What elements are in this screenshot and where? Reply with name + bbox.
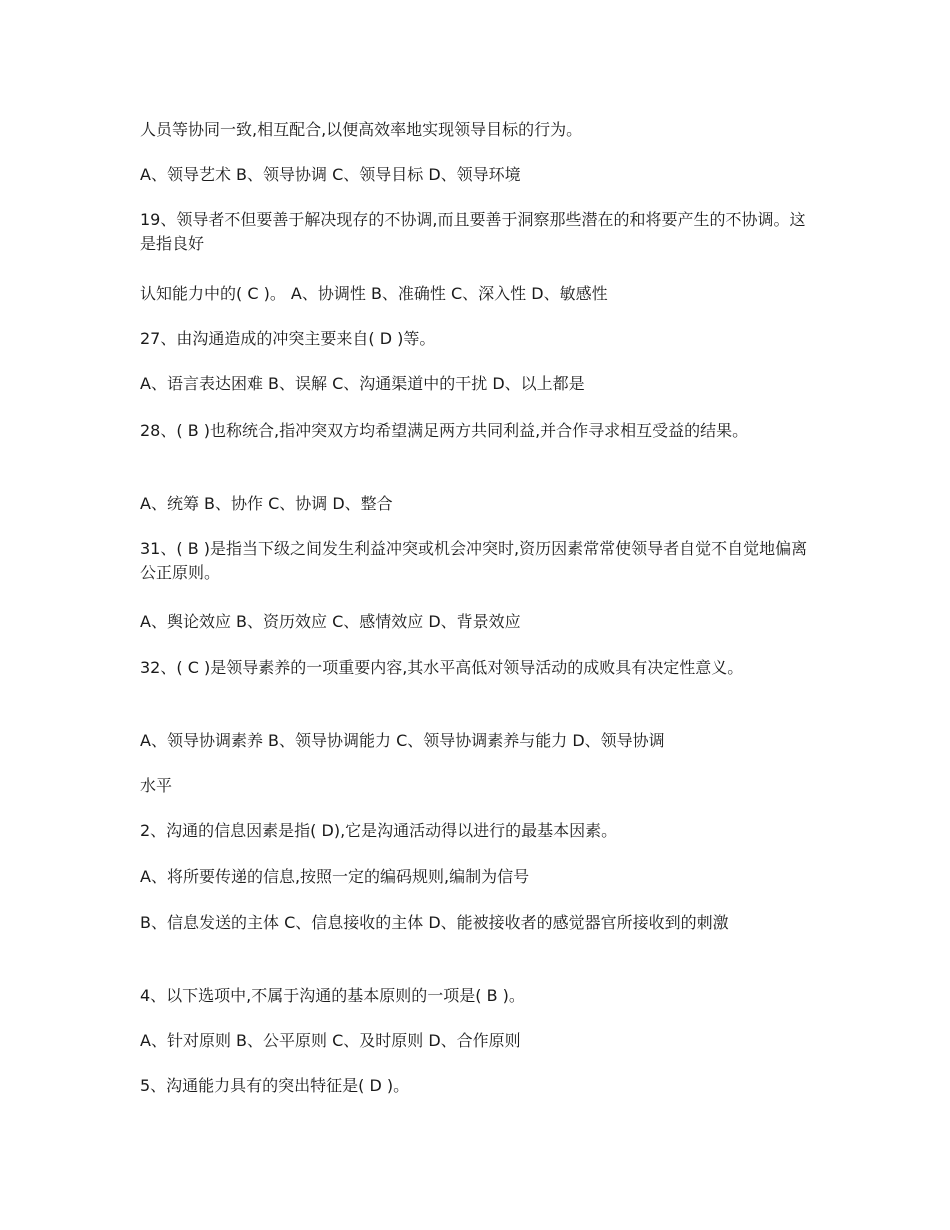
paragraph: 19、领导者不但要善于解决现存的不协调,而且要善于洞察那些潜在的和将要产生的不协调。这是指良好 bbox=[140, 210, 806, 253]
paragraph: 28、( B )也称统合,指冲突双方均希望满足两方共同利益,并合作寻求相互受益的结果。 bbox=[140, 421, 749, 440]
paragraph: 5、沟通能力具有的突出特征是( D )。 bbox=[140, 1076, 410, 1095]
paragraph: A、统筹 B、协作 C、协调 D、整合 bbox=[140, 494, 393, 513]
paragraph: A、舆论效应 B、资历效应 C、感情效应 D、背景效应 bbox=[140, 612, 521, 631]
paragraph: A、针对原则 B、公平原则 C、及时原则 D、合作原则 bbox=[140, 1031, 521, 1050]
paragraph: 认知能力中的( C )。 A、协调性 B、准确性 C、深入性 D、敏感性 bbox=[140, 284, 608, 303]
paragraph: A、领导艺术 B、领导协调 C、领导目标 D、领导环境 bbox=[140, 165, 521, 184]
paragraph: 4、以下选项中,不属于沟通的基本原则的一项是( B )。 bbox=[140, 986, 525, 1005]
paragraph: 水平 bbox=[140, 776, 173, 795]
paragraph: 27、由沟通造成的冲突主要来自( D )等。 bbox=[140, 329, 436, 348]
paragraph: A、将所要传递的信息,按照一定的编码规则,编制为信号 bbox=[140, 867, 530, 886]
paragraph: A、领导协调素养 B、领导协调能力 C、领导协调素养与能力 D、领导协调 bbox=[140, 731, 665, 750]
paragraph: 32、( C )是领导素养的一项重要内容,其水平高低对领导活动的成败具有决定性意义。 bbox=[140, 658, 744, 677]
paragraph: 2、沟通的信息因素是指( D),它是沟通活动得以进行的最基本因素。 bbox=[140, 821, 618, 840]
paragraph: 31、( B )是指当下级之间发生利益冲突或机会冲突时,资历因素常常使领导者自觉不自觉地偏离公正原则。 bbox=[140, 539, 808, 582]
paragraph: A、语言表达困难 B、误解 C、沟通渠道中的干扰 D、以上都是 bbox=[140, 374, 585, 393]
paragraph: 人员等协同一致,相互配合,以便高效率地实现领导目标的行为。 bbox=[140, 120, 583, 139]
paragraph: B、信息发送的主体 C、信息接收的主体 D、能被接收者的感觉器官所接收到的刺激 bbox=[140, 913, 729, 932]
